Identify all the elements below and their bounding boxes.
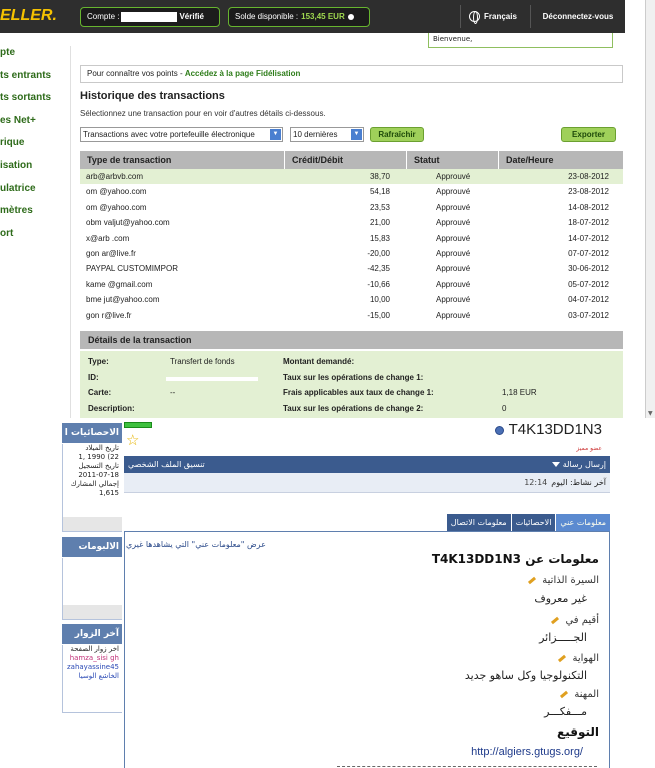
visitors-caption: اخر زوار الصفحة xyxy=(70,645,119,653)
visitors-block xyxy=(62,645,122,713)
loyalty-link[interactable]: Accédez à la page Fidélisation xyxy=(184,69,301,78)
last-activity xyxy=(124,473,610,493)
account-redacted xyxy=(121,12,177,22)
block-footer xyxy=(63,605,122,619)
column-header[interactable]: Statut xyxy=(407,151,499,169)
cell-status: Approuvé xyxy=(436,279,471,289)
username-title xyxy=(495,421,602,438)
table-row[interactable] xyxy=(80,200,623,215)
top-navigation-bar xyxy=(0,0,625,33)
stats-block xyxy=(62,444,122,532)
table-row[interactable] xyxy=(80,215,623,230)
detail-label: Taux sur les opérations de change 1: xyxy=(283,373,424,382)
column-header[interactable]: Date/Heure xyxy=(506,155,554,165)
cell-amount: 23,53 xyxy=(369,202,390,212)
hobby-label: الهواية xyxy=(572,653,599,664)
side-menu-item[interactable]: ts entrants xyxy=(0,69,52,81)
cell-amount: 38,70 xyxy=(369,172,390,181)
tab-about-me[interactable]: معلومات عني xyxy=(555,514,610,531)
detail-label: Montant demandé: xyxy=(283,357,355,366)
cell-amount: -42,35 xyxy=(367,264,390,274)
side-menu-item[interactable]: ulatrice xyxy=(0,182,36,194)
brand-logo[interactable]: ELLER. xyxy=(0,7,57,24)
bio-label: السيرة الذاتية xyxy=(542,575,599,586)
side-menu-item[interactable]: pte xyxy=(0,47,15,58)
side-menu-item[interactable]: ts sortants xyxy=(0,92,52,104)
detail-label: ID: xyxy=(88,373,99,382)
cell-date: 23-08-2012 xyxy=(568,172,609,181)
pencil-icon[interactable] xyxy=(528,576,536,583)
cell-type: om @yahoo.com xyxy=(86,187,147,197)
stat-line: 2011-07-18 xyxy=(78,471,119,479)
cell-date: 05-07-2012 xyxy=(568,279,609,289)
visitor-link[interactable]: zahayassine45 xyxy=(66,663,119,671)
profile-tabs xyxy=(446,514,610,531)
profile-action-bar xyxy=(124,456,610,473)
account-label: Compte : xyxy=(87,12,120,21)
refresh-button[interactable]: Rafraîchir xyxy=(370,127,424,142)
visitor-link[interactable]: hamza_sisi gh xyxy=(69,654,119,662)
transaction-filter-value: Transactions avec votre portefeuille électronique xyxy=(83,130,255,139)
chevron-down-icon xyxy=(552,462,560,467)
profile-main xyxy=(124,418,610,768)
divider xyxy=(70,46,71,418)
table-row[interactable] xyxy=(80,231,623,246)
cell-type: arb@arbvb.com xyxy=(86,172,144,181)
cell-status: Approuvé xyxy=(436,310,471,320)
cell-status: Approuvé xyxy=(436,218,471,228)
account-pill[interactable] xyxy=(80,7,220,27)
cell-status: Approuvé xyxy=(436,202,471,212)
last-activity-time: 12:14 xyxy=(524,478,548,487)
cell-type: bme jut@yahoo.com xyxy=(86,295,160,305)
cell-status: Approuvé xyxy=(436,264,471,274)
cell-amount: 54,18 xyxy=(369,187,390,197)
detail-label: Type: xyxy=(88,357,109,366)
cell-amount: 10,00 xyxy=(369,295,390,305)
username: T4K13DD1N3 xyxy=(508,421,602,438)
signature-link[interactable]: http://algiers.gtugs.org/ xyxy=(471,746,583,758)
count-select[interactable] xyxy=(290,127,364,142)
cell-status: Approuvé xyxy=(436,233,471,243)
side-menu-item[interactable]: isation xyxy=(0,159,33,171)
user-role: عضو مميز xyxy=(576,445,602,452)
detail-label: Carte: xyxy=(88,388,112,397)
star-icon: ☆ xyxy=(126,431,140,449)
detail-value: Transfert de fonds xyxy=(170,357,235,366)
signature-divider xyxy=(337,766,597,767)
view-as-others-link[interactable]: عرض "معلومات عني" التي يشاهدها غيري xyxy=(126,540,266,549)
table-row[interactable] xyxy=(80,292,623,307)
details-title: Détails de la transaction xyxy=(80,331,623,349)
cell-type: obm valjut@yahoo.com xyxy=(86,218,170,228)
export-button[interactable]: Exporter xyxy=(561,127,616,142)
table-row[interactable] xyxy=(80,184,623,199)
job-label: المهنة xyxy=(574,689,599,700)
send-message-menu[interactable] xyxy=(552,456,606,473)
about-me-content xyxy=(124,531,610,768)
balance-label: Solde disponible : xyxy=(235,12,299,21)
table-row[interactable] xyxy=(80,261,623,276)
side-menu xyxy=(0,44,60,247)
pencil-icon[interactable] xyxy=(551,616,559,623)
side-menu-item[interactable]: es Net+ xyxy=(0,114,36,126)
cell-type: PAYPAL CUSTOMIMPOR xyxy=(86,264,179,274)
cell-type: gon r@live.fr xyxy=(86,310,132,320)
cell-amount: 21,00 xyxy=(369,218,390,228)
stats-block-title: الاحصائيات ا xyxy=(62,423,122,443)
cell-date: 14-08-2012 xyxy=(568,202,609,212)
globe-icon xyxy=(469,11,480,22)
language-label: Français xyxy=(484,12,517,21)
location-value: الجـــــزائر xyxy=(539,631,587,644)
stat-line: تاريخ التسجيل xyxy=(78,462,119,470)
detail-label: Taux sur les opérations de change 2: xyxy=(283,404,424,413)
hobby-value: التكنولوجيا وكل ساهو جديد xyxy=(464,669,587,682)
cell-date: 07-07-2012 xyxy=(568,248,609,258)
profile-sidebar xyxy=(62,418,122,768)
stat-line: إجمالي المشارك xyxy=(70,480,119,488)
cell-status: Approuvé xyxy=(436,295,471,305)
cell-amount: 15,83 xyxy=(369,233,390,243)
signature-label: التوقيع xyxy=(557,725,599,739)
cell-type: x@arb .com xyxy=(86,233,130,243)
balance-toggle-icon[interactable] xyxy=(348,14,354,20)
detail-label: Frais applicables aux taux de change 1: xyxy=(283,388,434,397)
location-label-row xyxy=(551,615,599,626)
cell-date: 30-06-2012 xyxy=(568,264,609,274)
block-footer xyxy=(63,517,122,531)
forum-profile-panel xyxy=(62,418,655,768)
job-value: مـــفكـــر xyxy=(544,705,587,718)
albums-block-title: الالبومات xyxy=(62,537,122,557)
cell-date: 04-07-2012 xyxy=(568,295,609,305)
send-message-label: إرسال رسالة xyxy=(562,460,606,469)
coordinate-profile-link[interactable]: تنسيق الملف الشخصي xyxy=(128,460,205,469)
table-row[interactable] xyxy=(80,169,623,184)
column-header[interactable]: Crédit/Débit xyxy=(285,151,407,169)
logout-link[interactable]: Déconnectez-vous xyxy=(530,5,625,28)
column-header[interactable]: Type de transaction xyxy=(80,151,285,169)
side-menu-item[interactable]: rique xyxy=(0,137,25,149)
location-label: أقيم في xyxy=(565,615,599,626)
cell-type: om @yahoo.com xyxy=(86,202,147,212)
scroll-down-icon[interactable]: ▼ xyxy=(648,410,653,417)
cell-status: Approuvé xyxy=(436,248,471,258)
cell-status: Approuvé xyxy=(436,187,471,197)
detail-value: 0 xyxy=(502,404,507,413)
last-activity-label: آخر نشاط: اليوم xyxy=(551,478,606,487)
cell-amount: -20,00 xyxy=(367,248,390,258)
chevron-down-icon: ▼ xyxy=(351,129,362,140)
visitors-block-title: آخر الزوار xyxy=(62,624,122,644)
loyalty-banner xyxy=(80,65,623,83)
reputation-bar xyxy=(124,422,152,428)
welcome-box: Bienvenue, xyxy=(428,33,613,48)
cell-amount: -10,66 xyxy=(367,279,390,289)
stat-line: تاريخ الميلاد xyxy=(85,444,119,452)
pencil-icon[interactable] xyxy=(558,654,566,661)
bio-value: غير معروف xyxy=(534,592,587,605)
chevron-down-icon: ▼ xyxy=(270,129,281,140)
count-select-value: 10 dernières xyxy=(293,130,338,139)
cell-type: gon ar@live.fr xyxy=(86,248,136,258)
cell-amount: -15,00 xyxy=(367,310,390,320)
tab-contact-info[interactable]: معلومات الاتصال xyxy=(446,514,511,531)
history-title: Historique des transactions xyxy=(80,90,225,102)
balance-value: 153,45 EUR xyxy=(301,12,345,21)
stat-line: 1,615 xyxy=(98,489,119,497)
bio-label-row xyxy=(528,575,599,586)
detail-value: -- xyxy=(170,388,176,397)
job-label-row xyxy=(560,689,599,700)
account-status: Vérifié xyxy=(179,12,204,21)
table-row[interactable] xyxy=(80,246,623,261)
cell-date: 14-07-2012 xyxy=(568,233,609,243)
balance-pill[interactable] xyxy=(228,7,370,27)
cell-date: 18-07-2012 xyxy=(568,218,609,228)
detail-value: 1,18 EUR xyxy=(502,388,537,397)
table-header xyxy=(80,151,623,169)
visitor-link[interactable]: الخاشع الوسيا xyxy=(78,672,119,680)
online-status-icon xyxy=(495,426,504,435)
language-selector[interactable] xyxy=(460,5,528,28)
side-menu-item[interactable]: ort xyxy=(0,227,14,239)
stat-line: 22) 1990 ,1 xyxy=(78,453,119,461)
cell-date: 03-07-2012 xyxy=(568,310,609,320)
about-heading: معلومات عن T4K13DD1N3 xyxy=(431,552,599,566)
cell-status: Approuvé xyxy=(436,172,471,181)
details-panel xyxy=(80,351,623,418)
hobby-label-row xyxy=(558,653,599,664)
cell-date: 23-08-2012 xyxy=(568,187,609,197)
table-row[interactable] xyxy=(80,308,623,323)
cell-type: kame @gmail.com xyxy=(86,279,153,289)
transaction-filter-select[interactable] xyxy=(80,127,283,142)
albums-block xyxy=(62,558,122,620)
redacted-id xyxy=(166,377,258,381)
detail-label: Description: xyxy=(88,404,135,413)
tab-statistics[interactable]: الاحصائيات xyxy=(511,514,556,531)
vertical-scrollbar[interactable] xyxy=(645,0,655,418)
side-menu-item[interactable]: mètres xyxy=(0,205,33,217)
loyalty-text: Pour connaître vos points - xyxy=(87,69,185,78)
history-subtitle: Sélectionnez une transaction pour en voir d'autres détails ci-dessous. xyxy=(80,109,326,118)
table-row[interactable] xyxy=(80,277,623,292)
pencil-icon[interactable] xyxy=(560,690,568,697)
transactions-table xyxy=(80,151,623,323)
